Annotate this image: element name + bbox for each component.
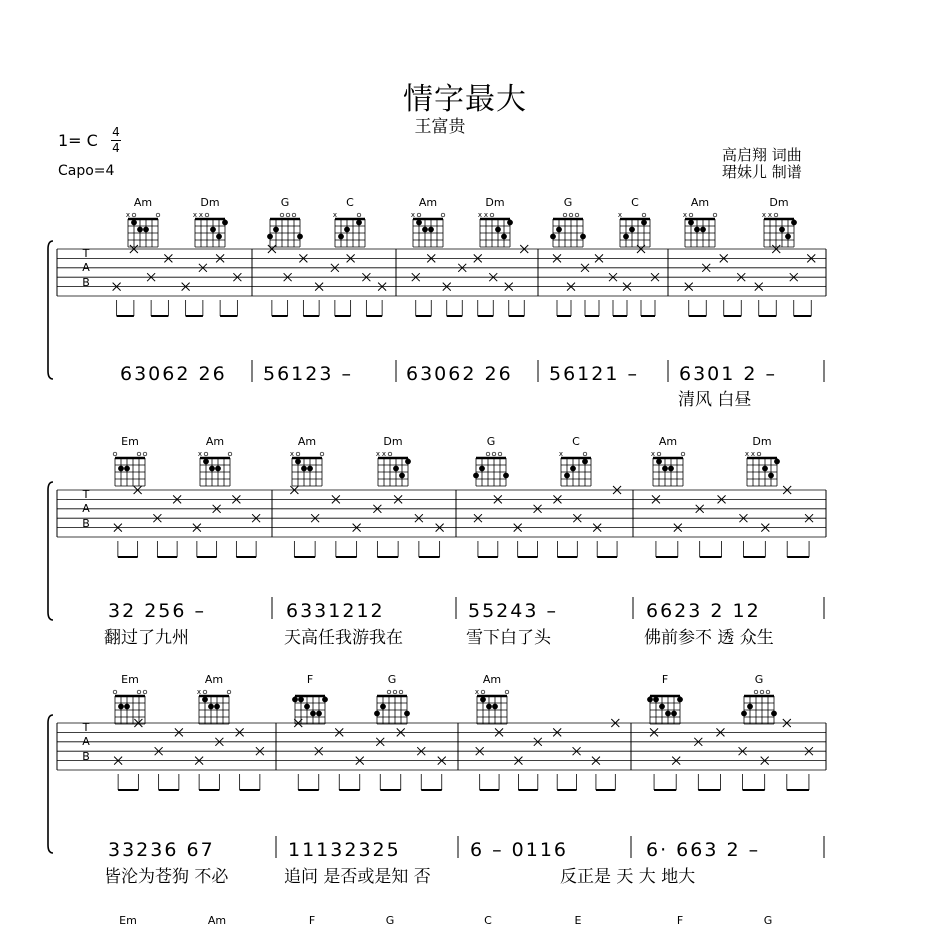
finger-dot	[479, 466, 485, 472]
finger-dot	[131, 220, 137, 226]
chord-name: F	[306, 673, 314, 686]
chord-diagram-3-6	[647, 673, 683, 724]
chord-diagram-1-8	[618, 196, 650, 247]
finger-dot	[659, 704, 665, 710]
chord-name: C	[631, 196, 639, 209]
open-mark	[286, 213, 290, 217]
chord-name: G	[387, 673, 397, 686]
open-mark	[320, 452, 324, 456]
mute-mark: x	[125, 211, 131, 219]
chord-name: F	[308, 914, 316, 927]
numbered-notation-3	[108, 836, 824, 861]
finger-dot	[298, 697, 304, 703]
finger-dot	[741, 711, 747, 717]
open-mark	[292, 213, 296, 217]
finger-dot	[768, 473, 774, 479]
chord-name: Am	[658, 435, 678, 448]
jianpu-measure: 6301 2 –	[679, 363, 778, 385]
open-mark	[113, 452, 117, 456]
finger-dot	[209, 466, 215, 472]
chord-diagram-2-6	[559, 435, 591, 486]
chord-name: F	[661, 673, 669, 686]
finger-dot	[580, 234, 586, 240]
finger-dot	[124, 466, 130, 472]
open-mark	[156, 213, 160, 217]
finger-dot	[322, 697, 328, 703]
jianpu-measure: 6331212	[286, 600, 385, 622]
open-mark	[388, 452, 392, 456]
lyric-phrase: 天高任我游我在	[284, 628, 403, 648]
finger-dot	[428, 227, 434, 233]
finger-dot	[779, 227, 785, 233]
finger-dot	[495, 227, 501, 233]
finger-dot	[416, 220, 422, 226]
tab-clef-letter: A	[82, 261, 90, 274]
chord-name: Am	[205, 435, 225, 448]
finger-dot	[771, 711, 777, 717]
chord-name: Am	[297, 435, 317, 448]
finger-dot	[662, 466, 668, 472]
chord-name: Am	[204, 673, 224, 686]
finger-dot	[203, 459, 209, 465]
finger-dot	[214, 704, 220, 710]
open-mark	[357, 213, 361, 217]
tab-clef-letter: T	[82, 721, 90, 734]
finger-dot	[700, 227, 706, 233]
finger-dot	[374, 711, 380, 717]
finger-dot	[310, 711, 316, 717]
open-mark	[113, 690, 117, 694]
finger-dot	[118, 466, 124, 472]
finger-dot	[550, 234, 556, 240]
open-mark	[203, 690, 207, 694]
open-mark	[204, 452, 208, 456]
lyric-phrase: 追问 是否或是知 否	[284, 867, 431, 887]
chord-name: Am	[133, 196, 153, 209]
open-mark	[486, 452, 490, 456]
lyric-phrase: 清风 白昼	[678, 390, 752, 410]
open-mark	[583, 452, 587, 456]
lyric-phrase: 皆沦为苍狗 不必	[104, 867, 229, 887]
jianpu-measure: 63062 26	[120, 363, 227, 385]
finger-dot	[301, 466, 307, 472]
chord-diagram-3-4	[374, 673, 410, 724]
open-mark	[642, 213, 646, 217]
jianpu-measure: 56121 –	[549, 363, 639, 385]
chord-diagram-1-3	[267, 196, 303, 247]
mute-mark: x	[477, 211, 483, 219]
chord-name: C	[572, 435, 580, 448]
open-mark	[766, 690, 770, 694]
chord-diagram-2-7	[651, 435, 685, 486]
open-mark	[417, 213, 421, 217]
chord-name: Dm	[752, 435, 772, 448]
finger-dot	[215, 466, 221, 472]
finger-dot	[222, 220, 228, 226]
open-mark	[774, 213, 778, 217]
tab-system-1	[48, 241, 826, 379]
open-mark	[228, 452, 232, 456]
chord-diagram-1-6	[478, 196, 513, 247]
finger-dot	[267, 234, 273, 240]
chord-diagram-2-2	[198, 435, 232, 486]
tab-clef-letter: T	[82, 247, 90, 260]
chord-diagram-3-1	[113, 673, 147, 724]
chord-diagram-3-7	[741, 673, 777, 724]
finger-dot	[668, 466, 674, 472]
open-mark	[393, 690, 397, 694]
next-chord-row	[119, 914, 772, 927]
lyric-phrase: 佛前参不 透 众生	[644, 628, 774, 648]
tab-clef-letter: A	[82, 735, 90, 748]
finger-dot	[292, 697, 298, 703]
open-mark	[387, 690, 391, 694]
chord-name: E	[574, 914, 582, 927]
credit-lyrics-music: 高启翔 词曲	[722, 146, 802, 164]
open-mark	[280, 213, 284, 217]
mute-mark: x	[474, 688, 480, 696]
system-brace	[48, 241, 53, 379]
page-title: 情字最大	[403, 82, 527, 117]
chord-name: C	[346, 196, 354, 209]
lyric-phrase: 雪下白了头	[466, 628, 551, 648]
chord-name: G	[280, 196, 290, 209]
chord-diagram-3-3	[292, 673, 328, 724]
finger-dot	[143, 227, 149, 233]
chord-name: Dm	[485, 196, 505, 209]
jianpu-measure: 56123 –	[263, 363, 353, 385]
finger-dot	[503, 473, 509, 479]
finger-dot	[216, 234, 222, 240]
tab-clef-letter: A	[82, 502, 90, 515]
chord-diagram-1-7	[550, 196, 586, 247]
jianpu-measure: 55243 –	[468, 600, 558, 622]
finger-dot	[208, 704, 214, 710]
open-mark	[490, 213, 494, 217]
finger-dot	[273, 227, 279, 233]
open-mark	[137, 690, 141, 694]
open-mark	[492, 452, 496, 456]
mute-mark: x	[744, 450, 750, 458]
mute-mark: x	[332, 211, 338, 219]
chord-diagram-3-2	[197, 673, 231, 724]
chord-diagram-1-2	[193, 196, 228, 247]
finger-dot	[356, 220, 362, 226]
open-mark	[498, 452, 502, 456]
open-mark	[681, 452, 685, 456]
chord-diagram-1-4	[333, 196, 365, 247]
jianpu-measure: 63062 26	[406, 363, 513, 385]
finger-dot	[316, 711, 322, 717]
finger-dot	[404, 711, 410, 717]
mute-mark: x	[558, 450, 564, 458]
finger-dot	[623, 234, 629, 240]
finger-dot	[202, 697, 208, 703]
mute-mark: x	[750, 450, 756, 458]
mute-mark: x	[197, 450, 203, 458]
chord-name: G	[563, 196, 573, 209]
mute-mark: x	[650, 450, 656, 458]
lyrics-line-2	[104, 628, 774, 648]
chord-diagram-1-5	[411, 196, 445, 247]
finger-dot	[307, 466, 313, 472]
finger-dot	[747, 704, 753, 710]
lyric-phrase: 反正是 天 大 地大	[560, 867, 696, 887]
chord-name: Am	[482, 673, 502, 686]
finger-dot	[473, 473, 479, 479]
numbered-notation-1	[120, 360, 824, 385]
open-mark	[481, 690, 485, 694]
mute-mark: x	[198, 211, 204, 219]
finger-dot	[656, 459, 662, 465]
jianpu-measure: 32 256 –	[108, 600, 207, 622]
jianpu-measure: 6· 663 2 –	[646, 839, 761, 861]
mute-mark: x	[196, 688, 202, 696]
chord-name: Em	[119, 914, 137, 927]
mute-mark: x	[289, 450, 295, 458]
open-mark	[713, 213, 717, 217]
time-sig-bottom: 4	[112, 141, 120, 155]
mute-mark: x	[767, 211, 773, 219]
finger-dot	[405, 459, 411, 465]
chord-name: Em	[121, 435, 139, 448]
system-brace	[48, 482, 53, 620]
open-mark	[143, 690, 147, 694]
finger-dot	[124, 704, 130, 710]
chord-diagram-2-3	[290, 435, 324, 486]
system-brace	[48, 715, 53, 853]
mute-mark: x	[761, 211, 767, 219]
open-mark	[657, 452, 661, 456]
chord-diagram-2-1	[113, 435, 147, 486]
open-mark	[563, 213, 567, 217]
mute-mark: x	[682, 211, 688, 219]
artist-name: 王富贵	[414, 117, 466, 137]
finger-dot	[492, 704, 498, 710]
open-mark	[569, 213, 573, 217]
open-mark	[399, 690, 403, 694]
finger-dot	[688, 220, 694, 226]
open-mark	[757, 452, 761, 456]
open-mark	[227, 690, 231, 694]
credit-transcriber: 珺妹儿 制谱	[722, 163, 802, 181]
open-mark	[441, 213, 445, 217]
finger-dot	[118, 704, 124, 710]
chord-diagram-3-5	[475, 673, 509, 724]
open-mark	[143, 452, 147, 456]
chord-diagram-1-9	[683, 196, 717, 247]
tab-clef-letter: B	[82, 517, 90, 530]
jianpu-measure: 6 – 0116	[470, 839, 569, 861]
finger-dot	[641, 220, 647, 226]
open-mark	[137, 452, 141, 456]
key-signature: 1= C	[58, 131, 98, 150]
chord-name: C	[484, 914, 492, 927]
open-mark	[205, 213, 209, 217]
chord-diagram-1-10	[762, 196, 797, 247]
tab-clef-letter: T	[82, 488, 90, 501]
jianpu-measure: 11132325	[288, 839, 401, 861]
open-mark	[575, 213, 579, 217]
finger-dot	[677, 697, 683, 703]
jianpu-measure: 6623 2 12	[646, 600, 761, 622]
time-sig-top: 4	[112, 125, 120, 139]
open-mark	[754, 690, 758, 694]
finger-dot	[665, 711, 671, 717]
mute-mark: x	[483, 211, 489, 219]
chord-diagram-1-1	[126, 196, 160, 247]
chord-diagram-2-8	[745, 435, 780, 486]
capo-label: Capo=4	[58, 163, 115, 179]
finger-dot	[774, 459, 780, 465]
chord-name: Em	[121, 673, 139, 686]
finger-dot	[380, 704, 386, 710]
finger-dot	[344, 227, 350, 233]
open-mark	[760, 690, 764, 694]
chord-name: G	[385, 914, 395, 927]
chord-diagram-2-4	[376, 435, 411, 486]
finger-dot	[556, 227, 562, 233]
chord-name: Am	[207, 914, 227, 927]
open-mark	[296, 452, 300, 456]
finger-dot	[338, 234, 344, 240]
finger-dot	[791, 220, 797, 226]
lyrics-line-1	[678, 390, 751, 410]
chord-diagram-2-5	[473, 435, 509, 486]
chord-name: G	[486, 435, 496, 448]
finger-dot	[647, 697, 653, 703]
finger-dot	[304, 704, 310, 710]
finger-dot	[671, 711, 677, 717]
jianpu-measure: 33236 67	[108, 839, 215, 861]
finger-dot	[295, 459, 301, 465]
numbered-notation-2	[108, 597, 824, 622]
finger-dot	[582, 459, 588, 465]
mute-mark: x	[192, 211, 198, 219]
finger-dot	[297, 234, 303, 240]
chord-name: Am	[690, 196, 710, 209]
finger-dot	[501, 234, 507, 240]
mute-mark: x	[375, 450, 381, 458]
mute-mark: x	[410, 211, 416, 219]
chord-name: Dm	[383, 435, 403, 448]
chord-name: F	[676, 914, 684, 927]
chord-name: G	[754, 673, 764, 686]
chord-name: G	[763, 914, 773, 927]
tab-clef-letter: B	[82, 750, 90, 763]
chord-name: Dm	[200, 196, 220, 209]
finger-dot	[393, 466, 399, 472]
finger-dot	[210, 227, 216, 233]
open-mark	[505, 690, 509, 694]
chord-name: Am	[418, 196, 438, 209]
finger-dot	[694, 227, 700, 233]
finger-dot	[422, 227, 428, 233]
open-mark	[132, 213, 136, 217]
finger-dot	[629, 227, 635, 233]
finger-dot	[480, 697, 486, 703]
finger-dot	[653, 697, 659, 703]
finger-dot	[507, 220, 513, 226]
finger-dot	[570, 466, 576, 472]
finger-dot	[399, 473, 405, 479]
lyric-phrase: 翻过了九州	[104, 628, 189, 648]
tab-system-3	[48, 715, 826, 853]
open-mark	[689, 213, 693, 217]
finger-dot	[137, 227, 143, 233]
mute-mark: x	[381, 450, 387, 458]
lyrics-line-3	[104, 867, 695, 887]
finger-dot	[762, 466, 768, 472]
mute-mark: x	[617, 211, 623, 219]
tab-clef-letter: B	[82, 276, 90, 289]
finger-dot	[564, 473, 570, 479]
finger-dot	[785, 234, 791, 240]
chord-name: Dm	[769, 196, 789, 209]
finger-dot	[486, 704, 492, 710]
